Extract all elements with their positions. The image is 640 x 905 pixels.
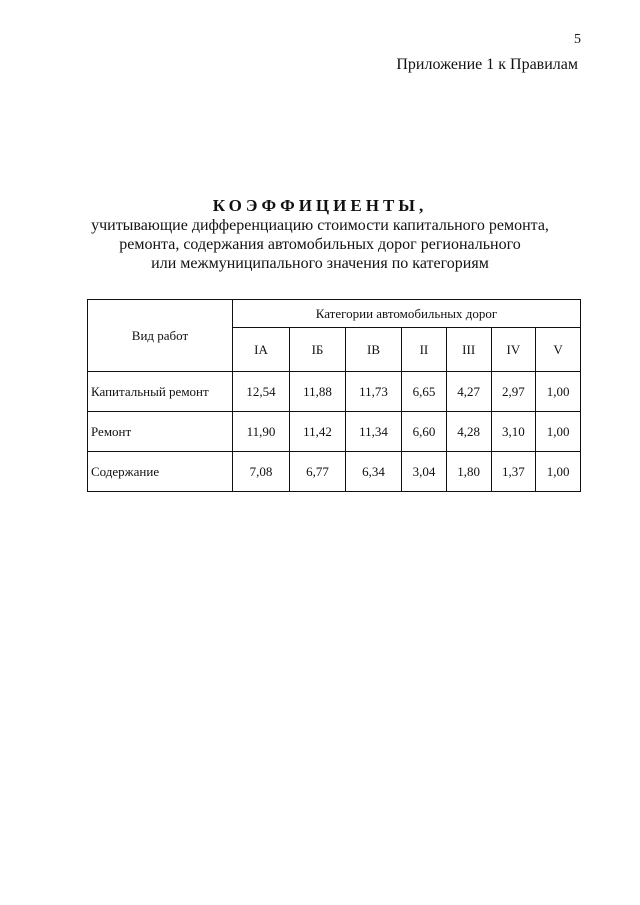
subtitle-line: или межмуниципального значения по категориям [151, 255, 489, 272]
table-cell: 6,34 [346, 452, 402, 492]
table-cell: 11,34 [346, 412, 402, 452]
row-label: Содержание [88, 452, 233, 492]
table-cell: 1,80 [446, 452, 491, 492]
table-cell: 4,28 [446, 412, 491, 452]
table-cell: 1,00 [536, 372, 581, 412]
header-category: IV [491, 328, 536, 372]
table-cell: 11,90 [233, 412, 290, 452]
table-row [88, 412, 581, 452]
document-heading [0, 196, 640, 273]
table-cell: 1,00 [536, 452, 581, 492]
table-cell: 6,77 [289, 452, 345, 492]
header-category: IA [233, 328, 290, 372]
header-category: V [536, 328, 581, 372]
document-title: КОЭФФИЦИЕНТЫ, [212, 196, 428, 215]
table-cell: 1,37 [491, 452, 536, 492]
row-label: Ремонт [88, 412, 233, 452]
table-cell: 7,08 [233, 452, 290, 492]
subtitle-line: учитывающие дифференциацию стоимости капитального ремонта, [91, 217, 549, 234]
header-road-categories: Категории автомобильных дорог [233, 300, 581, 328]
header-category: IБ [289, 328, 345, 372]
table-cell: 4,27 [446, 372, 491, 412]
table-row [88, 372, 581, 412]
appendix-reference: Приложение 1 к Правилам [396, 56, 578, 73]
table-cell: 12,54 [233, 372, 290, 412]
table-cell: 3,04 [402, 452, 447, 492]
header-category: II [402, 328, 447, 372]
header-work-type: Вид работ [88, 300, 233, 372]
subtitle-line: ремонта, содержания автомобильных дорог регионального [119, 236, 521, 253]
page-number: 5 [574, 32, 581, 47]
table-cell: 3,10 [491, 412, 536, 452]
row-label: Капитальный ремонт [88, 372, 233, 412]
table-row [88, 452, 581, 492]
table-header-row [88, 300, 581, 328]
table-cell: 11,88 [289, 372, 345, 412]
table-cell: 2,97 [491, 372, 536, 412]
table-cell: 6,65 [402, 372, 447, 412]
table-cell: 11,42 [289, 412, 345, 452]
table-cell: 1,00 [536, 412, 581, 452]
table-cell: 6,60 [402, 412, 447, 452]
table-cell: 11,73 [346, 372, 402, 412]
coefficients-table [87, 299, 581, 492]
header-category: III [446, 328, 491, 372]
header-category: IB [346, 328, 402, 372]
